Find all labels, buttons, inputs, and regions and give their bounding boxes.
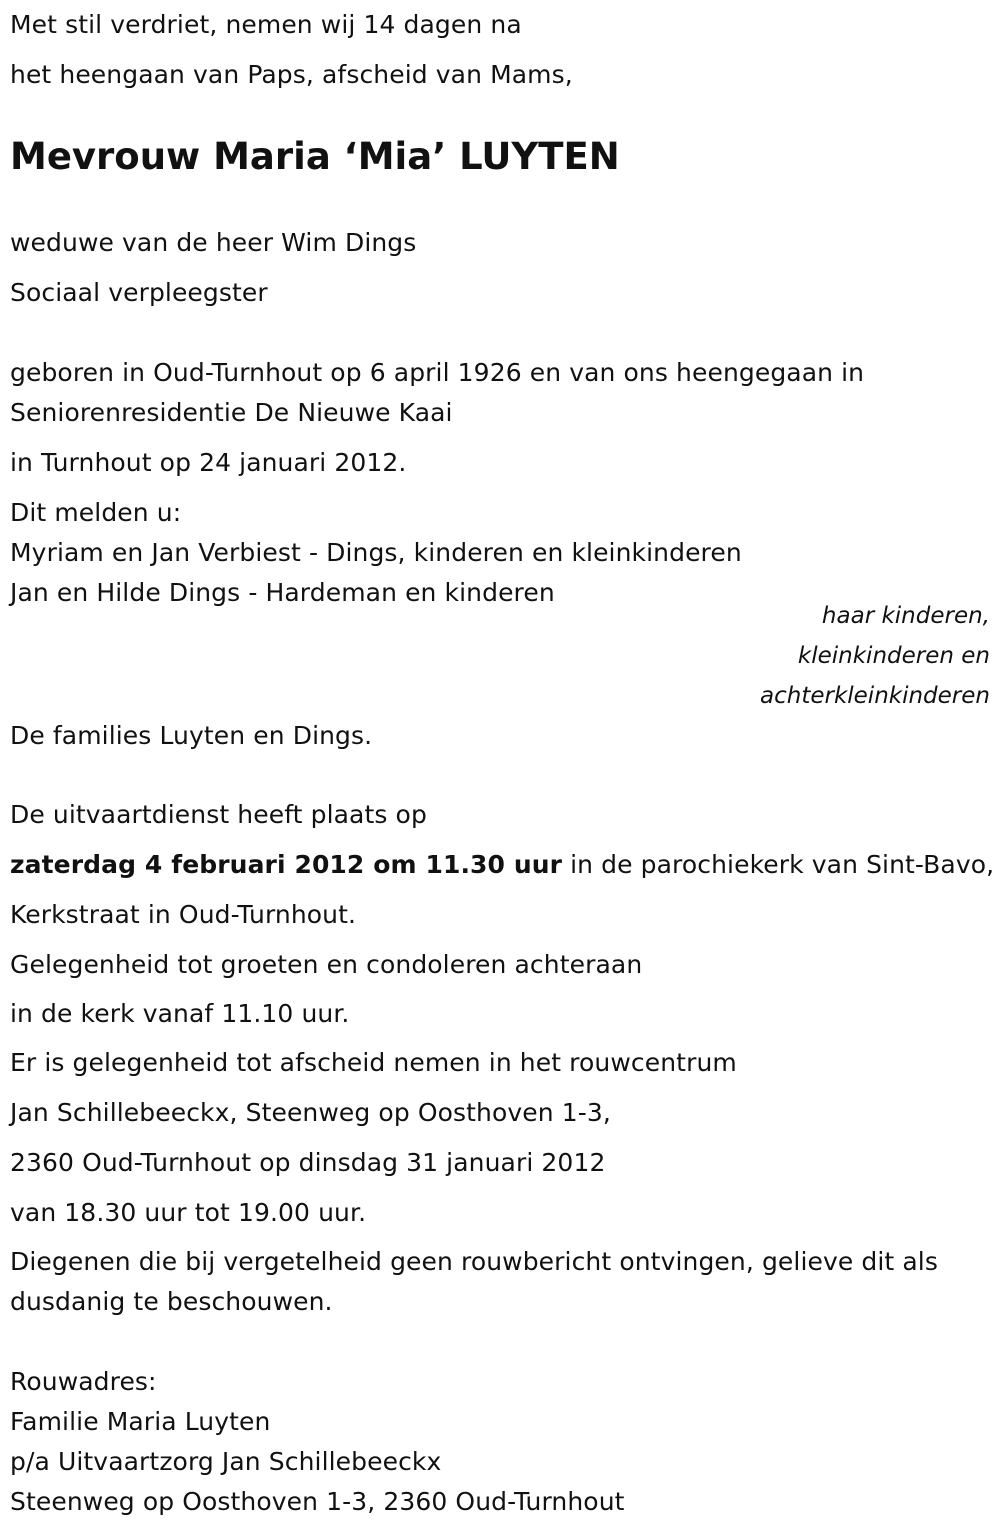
service-line-8: 2360 Oud-Turnhout op dinsdag 31 januari 2012	[10, 1148, 606, 1177]
service-date-rest: in de parochiekerk van Sint-Bavo,	[562, 850, 995, 879]
intro-line-1: Met stil verdriet, nemen wij 14 dagen na	[10, 10, 522, 39]
grandchildren-line-1: haar kinderen,	[821, 603, 990, 629]
occupation: Sociaal verpleegster	[10, 278, 268, 307]
intro-line-2: het heengaan van Paps, afscheid van Mams,	[10, 60, 573, 89]
widow-of: weduwe van de heer Wim Dings	[10, 228, 417, 257]
notice-line-2: dusdanig te beschouwen.	[10, 1287, 333, 1316]
grandchildren-line-3: achterkleinkinderen	[760, 683, 990, 709]
announcers-heading: Dit melden u:	[10, 498, 182, 527]
address-line-3: Steenweg op Oosthoven 1-3, 2360 Oud-Turnhout	[10, 1487, 625, 1516]
service-line-5: in de kerk vanaf 11.10 uur.	[10, 999, 350, 1028]
birth-death-line-1: geboren in Oud-Turnhout op 6 april 1926 en van ons heengegaan in	[10, 358, 865, 387]
birth-death-line-2: Seniorenresidentie De Nieuwe Kaai	[10, 398, 453, 427]
service-date-bold: zaterdag 4 februari 2012 om 11.30 uur	[10, 850, 563, 879]
service-line-6: Er is gelegenheid tot afscheid nemen in het rouwcentrum	[10, 1048, 737, 1077]
service-line-1: De uitvaartdienst heeft plaats op	[10, 800, 427, 829]
birth-death-line-3: in Turnhout op 24 januari 2012.	[10, 448, 407, 477]
announcer-family-2: Jan en Hilde Dings - Hardeman en kinderen	[10, 578, 555, 607]
address-line-2: p/a Uitvaartzorg Jan Schillebeeckx	[10, 1447, 442, 1476]
deceased-name: Mevrouw Maria ‘Mia’ LUYTEN	[10, 135, 620, 178]
service-line-4: Gelegenheid tot groeten en condoleren achteraan	[10, 950, 643, 979]
service-line-3: Kerkstraat in Oud-Turnhout.	[10, 900, 357, 929]
service-line-7: Jan Schillebeeckx, Steenweg op Oosthoven 1-3,	[10, 1098, 611, 1127]
notice-line-1: Diegenen die bij vergetelheid geen rouwbericht ontvingen, gelieve dit als	[10, 1247, 938, 1276]
announcer-family-1: Myriam en Jan Verbiest - Dings, kinderen en kleinkinderen	[10, 538, 742, 567]
service-line-9: van 18.30 uur tot 19.00 uur.	[10, 1198, 367, 1227]
grandchildren-line-2: kleinkinderen en	[797, 643, 990, 669]
families-line: De families Luyten en Dings.	[10, 721, 373, 750]
address-heading: Rouwadres:	[10, 1367, 157, 1396]
service-date-line	[10, 850, 994, 880]
address-line-1: Familie Maria Luyten	[10, 1407, 271, 1436]
